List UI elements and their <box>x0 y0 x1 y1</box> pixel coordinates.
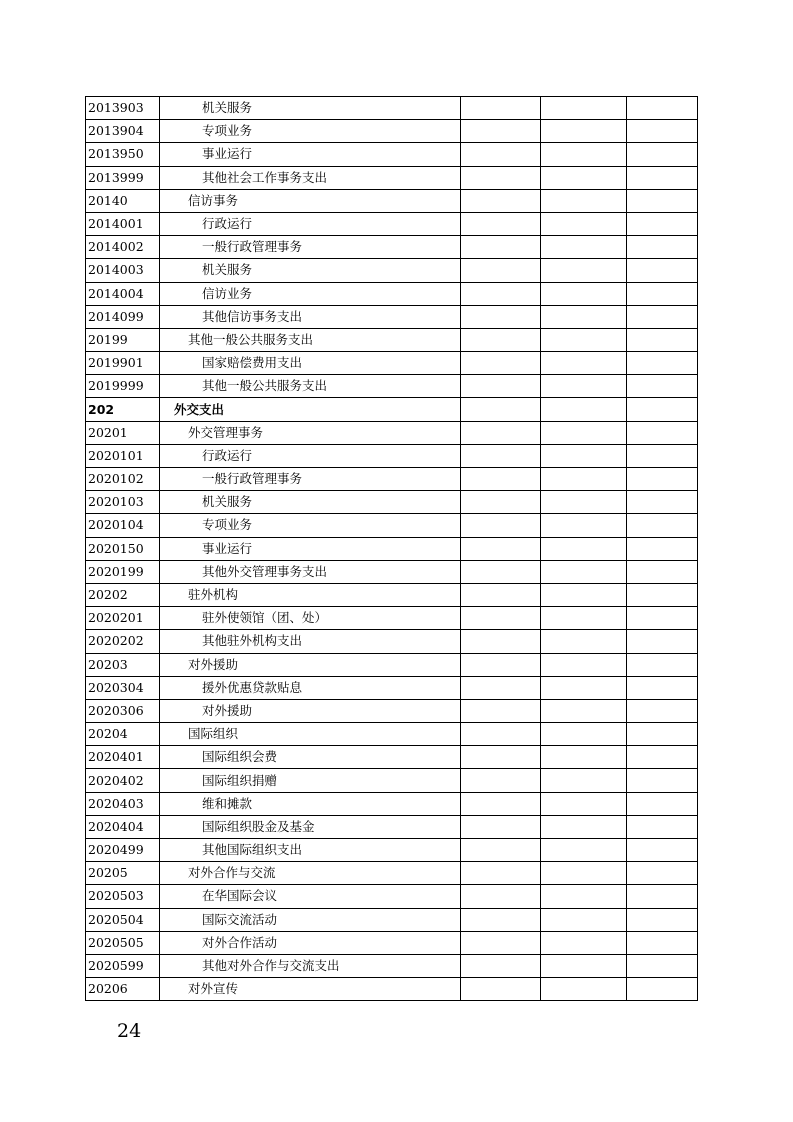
row-value-cell-2 <box>541 607 627 630</box>
row-value-cell-3 <box>627 954 698 977</box>
row-value-cell-3 <box>627 537 698 560</box>
row-value-cell-3 <box>627 97 698 120</box>
row-value-cell-3 <box>627 862 698 885</box>
row-code-cell: 2014002 <box>86 236 160 259</box>
row-code-cell: 2020306 <box>86 699 160 722</box>
row-code-cell: 2019999 <box>86 375 160 398</box>
row-name-cell: 维和摊款 <box>160 792 461 815</box>
row-value-cell-1 <box>461 653 541 676</box>
row-name-cell: 事业运行 <box>160 537 461 560</box>
row-value-cell-2 <box>541 769 627 792</box>
row-code-cell: 20201 <box>86 421 160 444</box>
row-value-cell-3 <box>627 375 698 398</box>
row-value-cell-3 <box>627 630 698 653</box>
table-row <box>86 560 698 583</box>
row-name-cell: 对外合作活动 <box>160 931 461 954</box>
table-row <box>86 746 698 769</box>
row-value-cell-2 <box>541 908 627 931</box>
row-code-cell: 2019901 <box>86 352 160 375</box>
table-row <box>86 398 698 421</box>
table-row <box>86 537 698 560</box>
row-value-cell-2 <box>541 630 627 653</box>
row-code-cell: 2020101 <box>86 444 160 467</box>
row-value-cell-1 <box>461 583 541 606</box>
row-name-cell: 行政运行 <box>160 212 461 235</box>
row-name-cell: 外交管理事务 <box>160 421 461 444</box>
row-value-cell-3 <box>627 444 698 467</box>
row-value-cell-3 <box>627 236 698 259</box>
row-code-cell: 2020499 <box>86 839 160 862</box>
table-row <box>86 97 698 120</box>
row-name-cell: 行政运行 <box>160 444 461 467</box>
row-value-cell-1 <box>461 954 541 977</box>
row-value-cell-1 <box>461 839 541 862</box>
row-value-cell-2 <box>541 560 627 583</box>
row-name-cell: 国际组织会费 <box>160 746 461 769</box>
row-value-cell-1 <box>461 560 541 583</box>
row-code-cell: 20205 <box>86 862 160 885</box>
row-value-cell-2 <box>541 514 627 537</box>
row-value-cell-2 <box>541 839 627 862</box>
row-code-cell: 2013903 <box>86 97 160 120</box>
row-value-cell-2 <box>541 676 627 699</box>
table-row <box>86 328 698 351</box>
row-name-cell: 其他外交管理事务支出 <box>160 560 461 583</box>
row-value-cell-3 <box>627 676 698 699</box>
row-code-cell: 2020599 <box>86 954 160 977</box>
row-name-cell: 国际组织捐赠 <box>160 769 461 792</box>
row-value-cell-1 <box>461 305 541 328</box>
row-code-cell: 2014003 <box>86 259 160 282</box>
row-value-cell-1 <box>461 607 541 630</box>
row-value-cell-1 <box>461 792 541 815</box>
row-value-cell-1 <box>461 236 541 259</box>
table-row <box>86 305 698 328</box>
table-row <box>86 815 698 838</box>
row-value-cell-3 <box>627 352 698 375</box>
row-code-cell: 2020402 <box>86 769 160 792</box>
row-value-cell-3 <box>627 305 698 328</box>
row-name-cell: 国际组织股金及基金 <box>160 815 461 838</box>
row-value-cell-3 <box>627 746 698 769</box>
row-value-cell-3 <box>627 514 698 537</box>
row-name-cell: 一般行政管理事务 <box>160 236 461 259</box>
row-value-cell-3 <box>627 189 698 212</box>
row-name-cell: 对外援助 <box>160 699 461 722</box>
row-value-cell-1 <box>461 328 541 351</box>
row-value-cell-2 <box>541 166 627 189</box>
row-value-cell-3 <box>627 166 698 189</box>
row-value-cell-3 <box>627 282 698 305</box>
table-row <box>86 259 698 282</box>
row-name-cell: 驻外使领馆（团、处） <box>160 607 461 630</box>
row-value-cell-1 <box>461 676 541 699</box>
table-row <box>86 468 698 491</box>
row-value-cell-3 <box>627 607 698 630</box>
row-value-cell-2 <box>541 978 627 1001</box>
row-value-cell-2 <box>541 862 627 885</box>
row-value-cell-3 <box>627 212 698 235</box>
table-row <box>86 954 698 977</box>
row-value-cell-3 <box>627 421 698 444</box>
row-name-cell: 其他一般公共服务支出 <box>160 328 461 351</box>
row-value-cell-2 <box>541 97 627 120</box>
row-code-cell: 20204 <box>86 723 160 746</box>
row-value-cell-1 <box>461 815 541 838</box>
table-row <box>86 421 698 444</box>
table-row <box>86 931 698 954</box>
row-code-cell: 2014099 <box>86 305 160 328</box>
row-value-cell-2 <box>541 212 627 235</box>
table-row <box>86 862 698 885</box>
row-code-cell: 2020102 <box>86 468 160 491</box>
table-row <box>86 908 698 931</box>
row-name-cell: 在华国际会议 <box>160 885 461 908</box>
row-value-cell-1 <box>461 444 541 467</box>
row-name-cell: 对外宣传 <box>160 978 461 1001</box>
row-code-cell: 2020503 <box>86 885 160 908</box>
row-name-cell: 机关服务 <box>160 97 461 120</box>
row-code-cell: 2020103 <box>86 491 160 514</box>
table-row <box>86 583 698 606</box>
row-value-cell-2 <box>541 352 627 375</box>
row-value-cell-2 <box>541 653 627 676</box>
row-value-cell-3 <box>627 143 698 166</box>
row-name-cell: 信访业务 <box>160 282 461 305</box>
row-value-cell-1 <box>461 630 541 653</box>
table-row <box>86 630 698 653</box>
row-value-cell-2 <box>541 398 627 421</box>
table-row <box>86 769 698 792</box>
row-value-cell-1 <box>461 375 541 398</box>
row-value-cell-3 <box>627 723 698 746</box>
row-value-cell-2 <box>541 375 627 398</box>
row-value-cell-2 <box>541 723 627 746</box>
table-row <box>86 514 698 537</box>
row-value-cell-1 <box>461 908 541 931</box>
row-code-cell: 2020150 <box>86 537 160 560</box>
row-value-cell-2 <box>541 282 627 305</box>
row-code-cell: 20203 <box>86 653 160 676</box>
row-value-cell-1 <box>461 491 541 514</box>
row-value-cell-2 <box>541 537 627 560</box>
row-name-cell: 其他对外合作与交流支出 <box>160 954 461 977</box>
row-value-cell-3 <box>627 978 698 1001</box>
row-value-cell-2 <box>541 444 627 467</box>
row-value-cell-2 <box>541 259 627 282</box>
table-row <box>86 120 698 143</box>
row-value-cell-1 <box>461 514 541 537</box>
row-value-cell-2 <box>541 189 627 212</box>
table-row <box>86 189 698 212</box>
row-value-cell-1 <box>461 931 541 954</box>
row-value-cell-3 <box>627 468 698 491</box>
table-row <box>86 375 698 398</box>
row-value-cell-2 <box>541 468 627 491</box>
row-value-cell-2 <box>541 699 627 722</box>
row-name-cell: 对外合作与交流 <box>160 862 461 885</box>
row-value-cell-2 <box>541 236 627 259</box>
row-value-cell-1 <box>461 699 541 722</box>
row-code-cell: 2020403 <box>86 792 160 815</box>
row-value-cell-1 <box>461 468 541 491</box>
row-name-cell: 机关服务 <box>160 491 461 514</box>
row-value-cell-3 <box>627 120 698 143</box>
row-code-cell: 2020505 <box>86 931 160 954</box>
row-name-cell: 国际组织 <box>160 723 461 746</box>
row-code-cell: 2020404 <box>86 815 160 838</box>
row-value-cell-2 <box>541 792 627 815</box>
table-row <box>86 282 698 305</box>
table-row <box>86 491 698 514</box>
row-value-cell-2 <box>541 815 627 838</box>
row-name-cell: 一般行政管理事务 <box>160 468 461 491</box>
row-value-cell-1 <box>461 885 541 908</box>
row-code-cell: 20202 <box>86 583 160 606</box>
row-value-cell-3 <box>627 328 698 351</box>
row-name-cell: 其他一般公共服务支出 <box>160 375 461 398</box>
row-value-cell-3 <box>627 769 698 792</box>
row-code-cell: 2020199 <box>86 560 160 583</box>
row-value-cell-1 <box>461 189 541 212</box>
row-value-cell-3 <box>627 908 698 931</box>
row-value-cell-2 <box>541 421 627 444</box>
table-row <box>86 885 698 908</box>
row-value-cell-2 <box>541 143 627 166</box>
row-value-cell-3 <box>627 560 698 583</box>
row-value-cell-1 <box>461 862 541 885</box>
row-value-cell-3 <box>627 491 698 514</box>
table-row <box>86 792 698 815</box>
row-value-cell-1 <box>461 746 541 769</box>
row-name-cell: 信访事务 <box>160 189 461 212</box>
row-value-cell-3 <box>627 699 698 722</box>
row-code-cell: 20199 <box>86 328 160 351</box>
table-row <box>86 676 698 699</box>
table-row <box>86 699 698 722</box>
row-value-cell-2 <box>541 954 627 977</box>
row-value-cell-1 <box>461 769 541 792</box>
table-body <box>86 97 698 1001</box>
row-value-cell-3 <box>627 792 698 815</box>
row-value-cell-1 <box>461 166 541 189</box>
table-row <box>86 444 698 467</box>
table-row <box>86 839 698 862</box>
row-code-cell: 2013950 <box>86 143 160 166</box>
row-code-cell: 2020304 <box>86 676 160 699</box>
row-code-cell: 2013999 <box>86 166 160 189</box>
table-row <box>86 723 698 746</box>
row-name-cell: 驻外机构 <box>160 583 461 606</box>
row-value-cell-1 <box>461 398 541 421</box>
row-value-cell-3 <box>627 931 698 954</box>
table-row <box>86 653 698 676</box>
row-value-cell-3 <box>627 398 698 421</box>
row-value-cell-1 <box>461 120 541 143</box>
row-value-cell-2 <box>541 746 627 769</box>
row-value-cell-1 <box>461 259 541 282</box>
row-value-cell-3 <box>627 839 698 862</box>
row-value-cell-3 <box>627 653 698 676</box>
row-value-cell-2 <box>541 931 627 954</box>
row-value-cell-1 <box>461 282 541 305</box>
row-value-cell-1 <box>461 723 541 746</box>
row-value-cell-2 <box>541 305 627 328</box>
row-name-cell: 对外援助 <box>160 653 461 676</box>
row-code-cell: 2020202 <box>86 630 160 653</box>
row-value-cell-2 <box>541 491 627 514</box>
row-value-cell-2 <box>541 885 627 908</box>
row-code-cell: 2014004 <box>86 282 160 305</box>
table-row <box>86 236 698 259</box>
table-row <box>86 143 698 166</box>
row-name-cell: 其他社会工作事务支出 <box>160 166 461 189</box>
row-value-cell-1 <box>461 978 541 1001</box>
row-name-cell: 国际交流活动 <box>160 908 461 931</box>
row-value-cell-1 <box>461 537 541 560</box>
row-name-cell: 国家赔偿费用支出 <box>160 352 461 375</box>
row-name-cell: 专项业务 <box>160 514 461 537</box>
row-name-cell: 其他驻外机构支出 <box>160 630 461 653</box>
row-value-cell-1 <box>461 143 541 166</box>
row-code-cell: 2020504 <box>86 908 160 931</box>
row-code-cell: 20206 <box>86 978 160 1001</box>
row-value-cell-2 <box>541 120 627 143</box>
row-code-cell: 2014001 <box>86 212 160 235</box>
row-value-cell-3 <box>627 885 698 908</box>
row-code-cell: 20140 <box>86 189 160 212</box>
row-value-cell-3 <box>627 259 698 282</box>
row-name-cell: 援外优惠贷款贴息 <box>160 676 461 699</box>
row-value-cell-3 <box>627 583 698 606</box>
table-row <box>86 352 698 375</box>
row-name-cell: 外交支出 <box>160 398 461 421</box>
row-name-cell: 机关服务 <box>160 259 461 282</box>
row-code-cell: 2013904 <box>86 120 160 143</box>
row-code-cell: 2020104 <box>86 514 160 537</box>
page-number: 24 <box>117 1020 142 1042</box>
row-value-cell-1 <box>461 421 541 444</box>
row-value-cell-1 <box>461 97 541 120</box>
table-row <box>86 212 698 235</box>
row-code-cell: 2020401 <box>86 746 160 769</box>
row-value-cell-2 <box>541 328 627 351</box>
row-name-cell: 事业运行 <box>160 143 461 166</box>
row-value-cell-2 <box>541 583 627 606</box>
row-value-cell-1 <box>461 352 541 375</box>
row-name-cell: 其他信访事务支出 <box>160 305 461 328</box>
budget-table <box>85 96 698 1001</box>
table-row <box>86 607 698 630</box>
row-code-cell: 202 <box>86 398 160 421</box>
row-name-cell: 专项业务 <box>160 120 461 143</box>
row-name-cell: 其他国际组织支出 <box>160 839 461 862</box>
row-value-cell-1 <box>461 212 541 235</box>
table-row <box>86 166 698 189</box>
table-row <box>86 978 698 1001</box>
row-code-cell: 2020201 <box>86 607 160 630</box>
row-value-cell-3 <box>627 815 698 838</box>
